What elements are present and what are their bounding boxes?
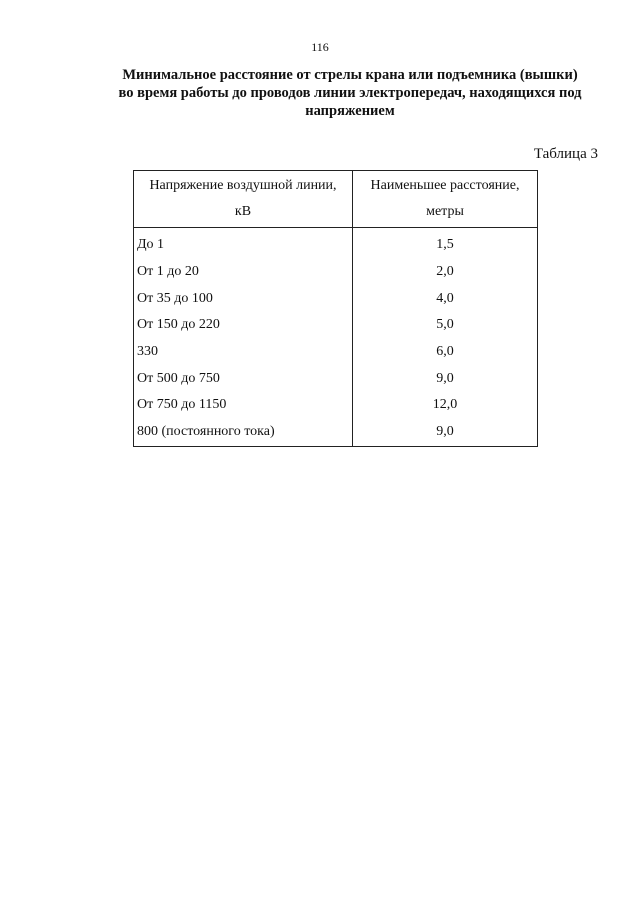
table-row (134, 419, 538, 446)
header-distance-unit: метры (426, 204, 464, 219)
table-header-row (134, 171, 538, 228)
header-voltage (134, 171, 353, 228)
distance-cell: 2,0 (353, 259, 538, 286)
voltage-cell: От 35 до 100 (134, 285, 353, 312)
distance-cell: 4,0 (353, 285, 538, 312)
table-row (134, 392, 538, 419)
header-distance (353, 171, 538, 228)
voltage-cell: От 1 до 20 (134, 259, 353, 286)
title-line: напряжением (305, 103, 395, 119)
title-line: Минимальное расстояние от стрелы крана или подъемника (вышки) (122, 67, 578, 83)
distance-cell: 1,5 (353, 228, 538, 259)
distance-cell: 9,0 (353, 365, 538, 392)
distance-cell: 6,0 (353, 339, 538, 366)
voltage-cell: 800 (постоянного тока) (134, 419, 353, 446)
table-row (134, 312, 538, 339)
voltage-cell: От 500 до 750 (134, 365, 353, 392)
table-row (134, 228, 538, 259)
table-label: Таблица 3 (533, 146, 598, 162)
distance-cell: 9,0 (353, 419, 538, 446)
table-row (134, 259, 538, 286)
page-number: 116 (311, 40, 329, 54)
header-distance-line: Наименьшее расстояние, (370, 178, 520, 193)
voltage-cell: От 150 до 220 (134, 312, 353, 339)
table-row (134, 365, 538, 392)
document-title (90, 66, 610, 120)
distance-cell: 12,0 (353, 392, 538, 419)
header-voltage-unit: кВ (234, 204, 252, 219)
table-row (134, 285, 538, 312)
header-voltage-line: Напряжение воздушной линии, (149, 178, 337, 193)
distance-cell: 5,0 (353, 312, 538, 339)
voltage-cell: До 1 (134, 228, 353, 259)
table-row (134, 339, 538, 366)
voltage-cell: 330 (134, 339, 353, 366)
title-line: во время работы до проводов линии электропередач, находящихся под (118, 85, 582, 101)
voltage-cell: От 750 до 1150 (134, 392, 353, 419)
distance-table (133, 170, 538, 447)
